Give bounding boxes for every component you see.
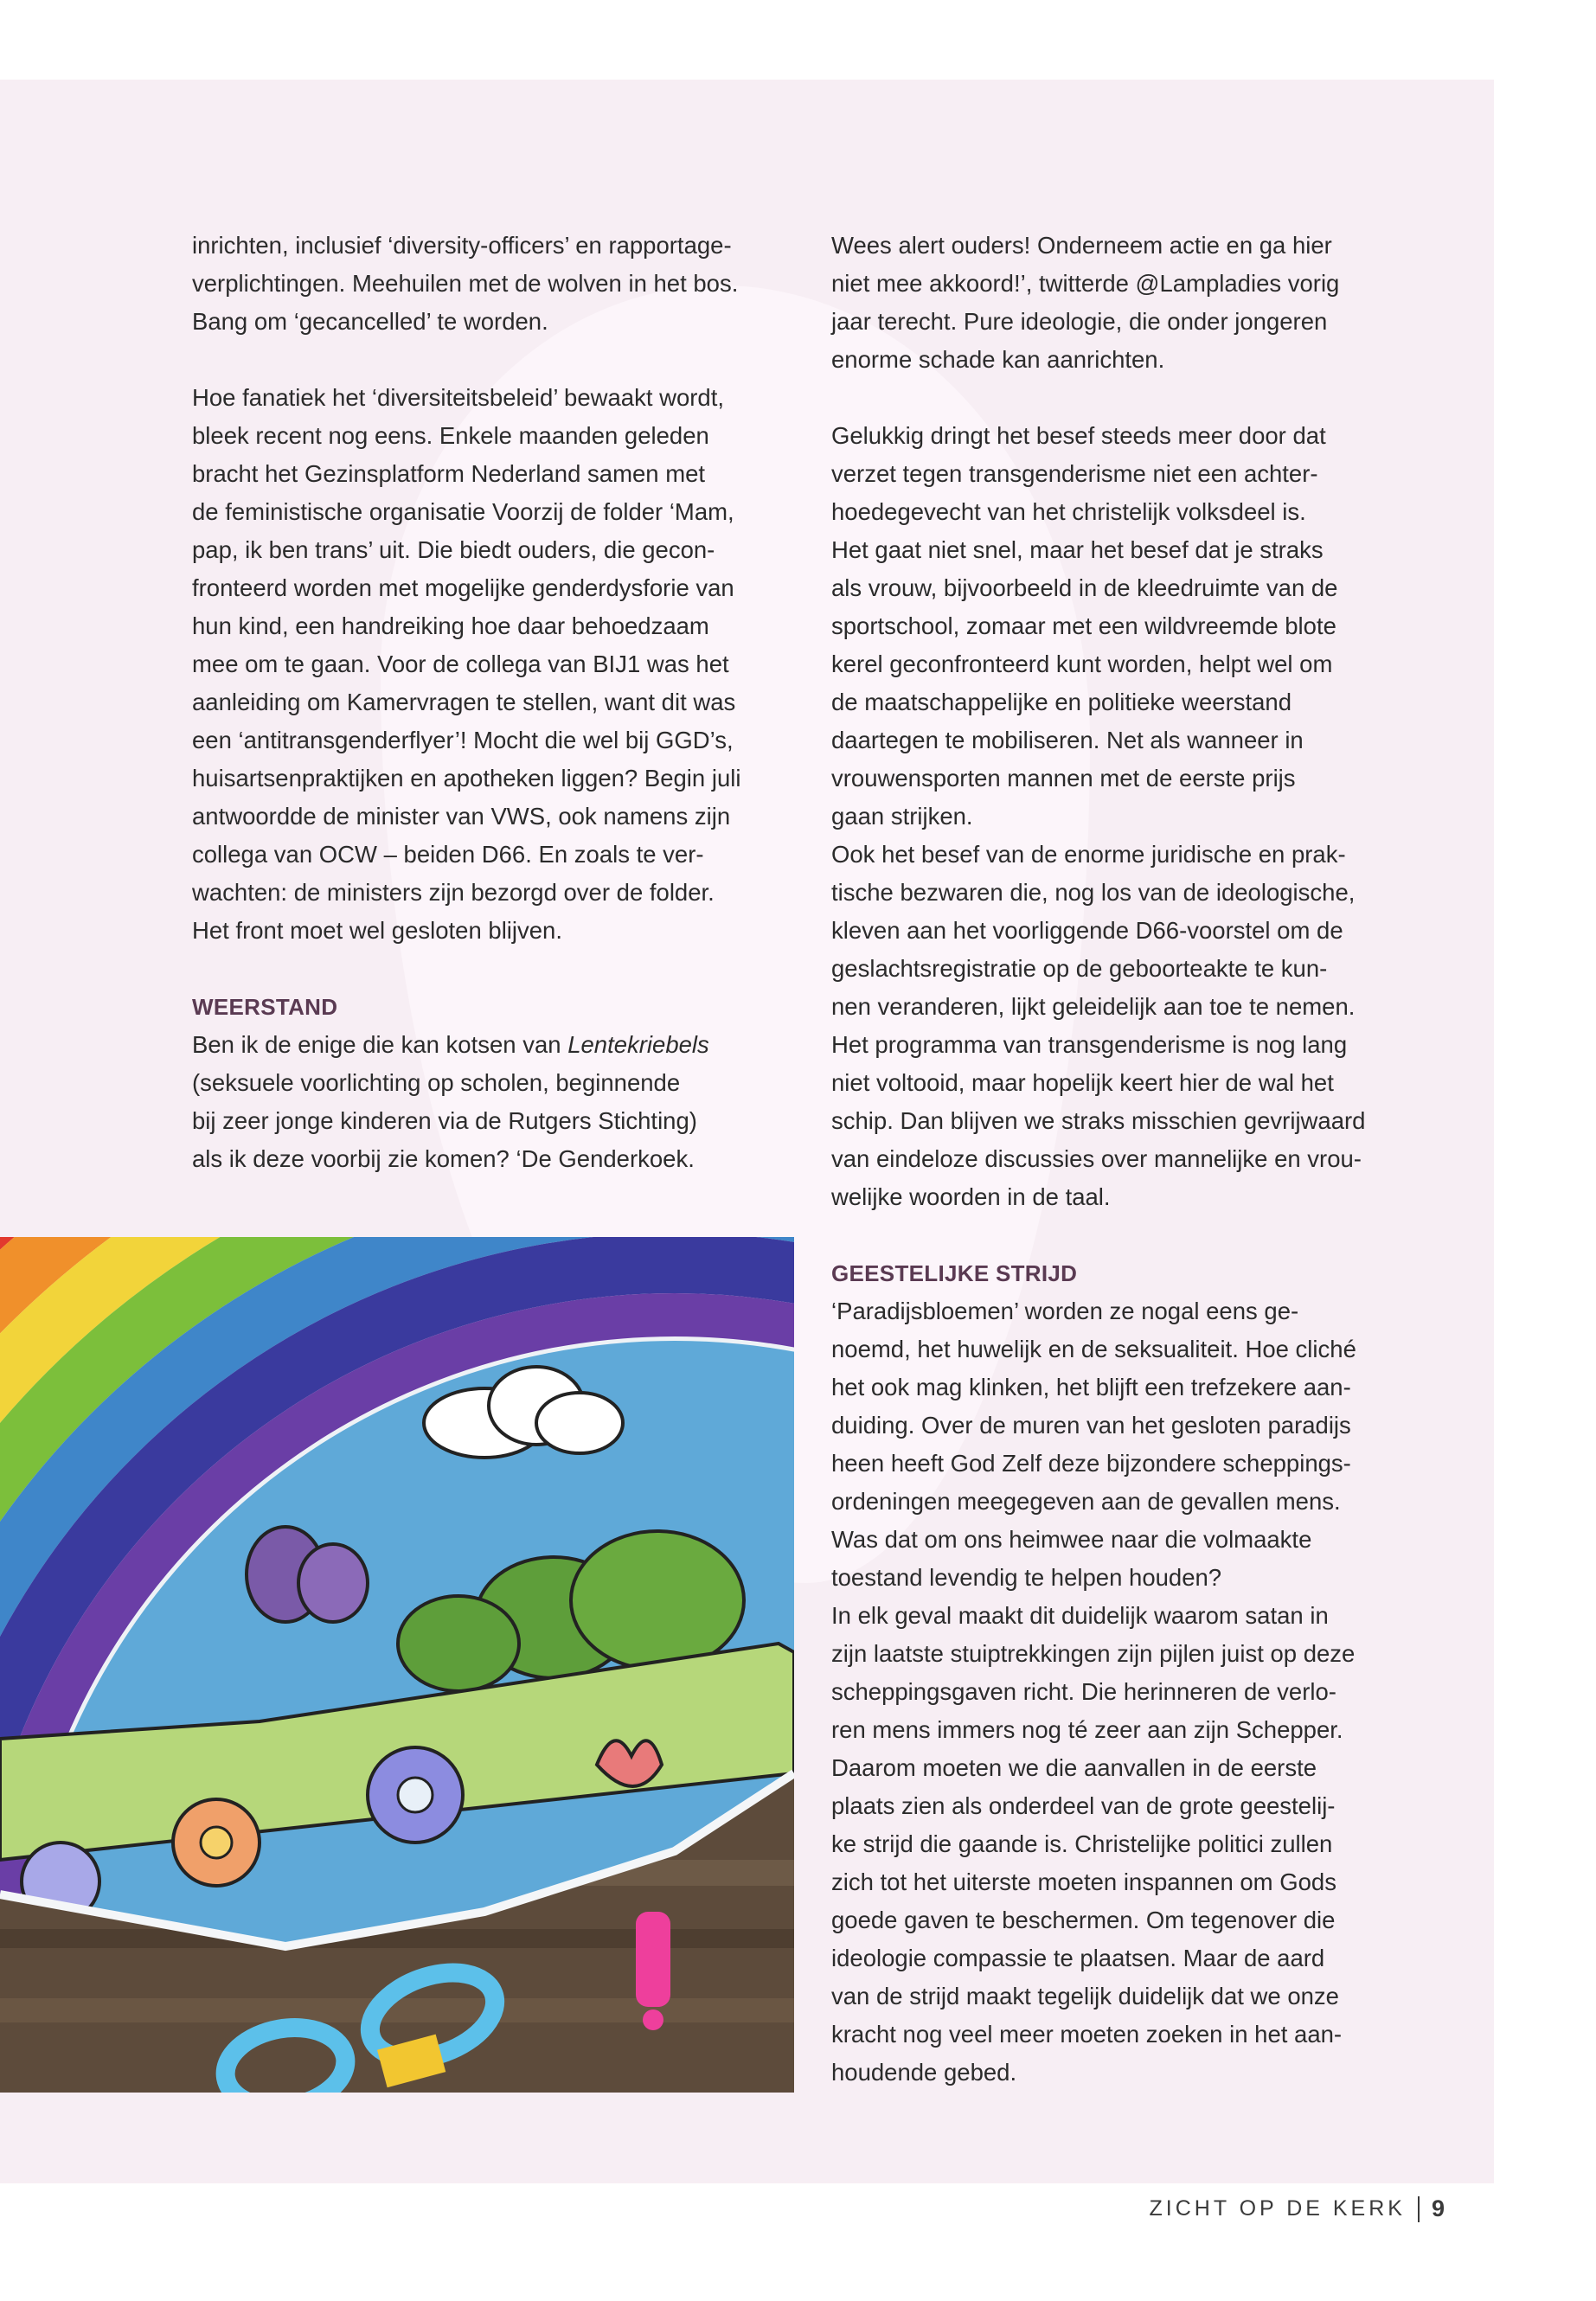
rainbow-drawing-photo (0, 1237, 794, 2093)
text-line: Was dat om ons heimwee naar die volmaakte (831, 1526, 1312, 1553)
footer-divider (1418, 2196, 1420, 2222)
text-line: aanleiding om Kamervragen te stellen, want dit was (192, 689, 736, 715)
text-line: noemd, het huwelijk en de seksualiteit. Hoe cliché (831, 1336, 1356, 1362)
text-line: verzet tegen transgenderisme niet een achter- (831, 460, 1318, 487)
right-paragraph-1 (831, 227, 1437, 379)
text-line: enorme schade kan aanrichten. (831, 346, 1165, 373)
left-paragraph-2 (192, 379, 798, 950)
page-number: 9 (1431, 2195, 1445, 2221)
text-line: inrichten, inclusief ‘diversity-officers’ en rapportage- (192, 232, 732, 259)
text-line: ke strijd die gaande is. Christelijke politici zullen (831, 1830, 1333, 1857)
text-line: fronteerd worden met mogelijke genderdysforie van (192, 574, 734, 601)
rainbow-drawing-illustration (0, 1237, 794, 2093)
text-line: verplichtingen. Meehuilen met de wolven in het bos. (192, 270, 739, 297)
left-paragraph-1 (192, 227, 798, 341)
text-fragment: Ben ik de enige die kan kotsen van (192, 1031, 568, 1058)
text-line: een ‘antitransgenderflyer’! Mocht die wel bij GGD’s, (192, 727, 734, 753)
right-column (831, 227, 1437, 2092)
text-line: Wees alert ouders! Onderneem actie en ga hier (831, 232, 1332, 259)
text-line: bleek recent nog eens. Enkele maanden geleden (192, 422, 709, 449)
text-line: heen heeft God Zelf deze bijzondere scheppings- (831, 1450, 1351, 1477)
text-line: Hoe fanatiek het ‘diversiteitsbeleid’ bewaakt wordt, (192, 384, 725, 411)
text-line: nen veranderen, lijkt geleidelijk aan toe te nemen. (831, 993, 1356, 1020)
text-line: Gelukkig dringt het besef steeds meer door dat (831, 422, 1326, 449)
text-line (192, 1026, 798, 1064)
text-line: pap, ik ben trans’ uit. Die biedt ouders, die gecon- (192, 536, 715, 563)
text-line: kerel geconfronteerd kunt worden, helpt wel om (831, 651, 1333, 677)
text-line: zich tot het uiterste moeten inspannen om Gods (831, 1868, 1336, 1895)
text-line: Het front moet wel gesloten blijven. (192, 917, 562, 944)
section-heading-weerstand: WEERSTAND (192, 994, 338, 1020)
text-line: hoedegevecht van het christelijk volksdeel is. (831, 498, 1306, 525)
text-line: ren mens immers nog té zeer aan zijn Schepper. (831, 1716, 1343, 1743)
text-line: scheppingsgaven richt. Die herinneren de verlo- (831, 1678, 1336, 1705)
text-line: niet voltooid, maar hopelijk keert hier de wal het (831, 1069, 1334, 1096)
text-line: bij zeer jonge kinderen via de Rutgers Stichting) (192, 1107, 697, 1134)
text-line: kleven aan het voorliggende D66-voorstel om de (831, 917, 1343, 944)
text-line: als ik deze voorbij zie komen? ‘De Genderkoek. (192, 1145, 695, 1172)
text-line: (seksuele voorlichting op scholen, beginnende (192, 1069, 681, 1096)
left-paragraph-3 (192, 1026, 798, 1178)
publication-title: ZICHT OP DE KERK (1149, 2196, 1406, 2221)
text-line: welijke woorden in de taal. (831, 1183, 1111, 1210)
text-line: het ook mag klinken, het blijft een trefzekere aan- (831, 1374, 1351, 1400)
text-line: ‘Paradijsbloemen’ worden ze nogal eens ge- (831, 1298, 1299, 1324)
text-line: Het programma van transgenderisme is nog lang (831, 1031, 1348, 1058)
text-line: ideologie compassie te plaatsen. Maar de aard (831, 1945, 1325, 1971)
text-line: niet mee akkoord!’, twitterde @Lampladies vorig (831, 270, 1340, 297)
italic-title: Lentekriebels (567, 1031, 709, 1058)
text-line: toestand levendig te helpen houden? (831, 1564, 1222, 1591)
text-line: plaats zien als onderdeel van de grote geestelij- (831, 1792, 1336, 1819)
text-line: houdende gebed. (831, 2059, 1017, 2086)
text-line: vrouwensporten mannen met de eerste prijs (831, 765, 1296, 792)
text-line: als vrouw, bijvoorbeeld in de kleedruimte van de (831, 574, 1338, 601)
text-line: kracht nog veel meer moeten zoeken in het aan- (831, 2021, 1343, 2048)
text-line: bracht het Gezinsplatform Nederland samen met (192, 460, 706, 487)
text-line: Daarom moeten we die aanvallen in de eerste (831, 1754, 1317, 1781)
text-line: de maatschappelijke en politieke weerstand (831, 689, 1292, 715)
text-line: daartegen te mobiliseren. Net als wanneer in (831, 727, 1304, 753)
text-line: In elk geval maakt dit duidelijk waarom satan in (831, 1602, 1329, 1629)
text-line: Ook het besef van de enorme juridische en prak- (831, 841, 1346, 868)
text-line: mee om te gaan. Voor de collega van BIJ1 was het (192, 651, 729, 677)
right-paragraph-3 (831, 1292, 1437, 2092)
text-line: van eindeloze discussies over mannelijke en vrou- (831, 1145, 1362, 1172)
text-line: antwoordde de minister van VWS, ook namens zijn (192, 803, 731, 830)
text-line: de feministische organisatie Voorzij de folder ‘Mam, (192, 498, 734, 525)
text-line: hun kind, een handreiking hoe daar behoedzaam (192, 612, 709, 639)
text-line: duiding. Over de muren van het gesloten paradijs (831, 1412, 1351, 1439)
text-line: ordeningen meegegeven aan de gevallen mens. (831, 1488, 1341, 1515)
text-line: schip. Dan blijven we straks misschien gevrijwaard (831, 1107, 1366, 1134)
text-line: van de strijd maakt tegelijk duidelijk dat we onze (831, 1983, 1339, 2009)
text-line: sportschool, zomaar met een wildvreemde blote (831, 612, 1336, 639)
text-line: geslachtsregistratie op de geboorteakte te kun- (831, 955, 1328, 982)
text-line: wachten: de ministers zijn bezorgd over de folder. (192, 879, 715, 906)
text-line: gaan strijken. (831, 803, 973, 830)
right-paragraph-2 (831, 417, 1437, 1216)
text-line: collega van OCW – beiden D66. En zoals te ver- (192, 841, 704, 868)
text-line: jaar terecht. Pure ideologie, die onder jongeren (831, 308, 1328, 335)
section-heading-geestelijke-strijd: GEESTELIJKE STRIJD (831, 1260, 1078, 1286)
text-line: huisartsenpraktijken en apotheken liggen? Begin juli (192, 765, 741, 792)
text-line: goede gaven te beschermen. Om tegenover die (831, 1907, 1336, 1933)
page-footer (1150, 2195, 1445, 2222)
text-line: Het gaat niet snel, maar het besef dat je straks (831, 536, 1324, 563)
text-line: zijn laatste stuiptrekkingen zijn pijlen juist op deze (831, 1640, 1356, 1667)
text-line: tische bezwaren die, nog los van de ideologische, (831, 879, 1356, 906)
left-column (192, 227, 798, 1178)
text-line: Bang om ‘gecancelled’ te worden. (192, 308, 548, 335)
